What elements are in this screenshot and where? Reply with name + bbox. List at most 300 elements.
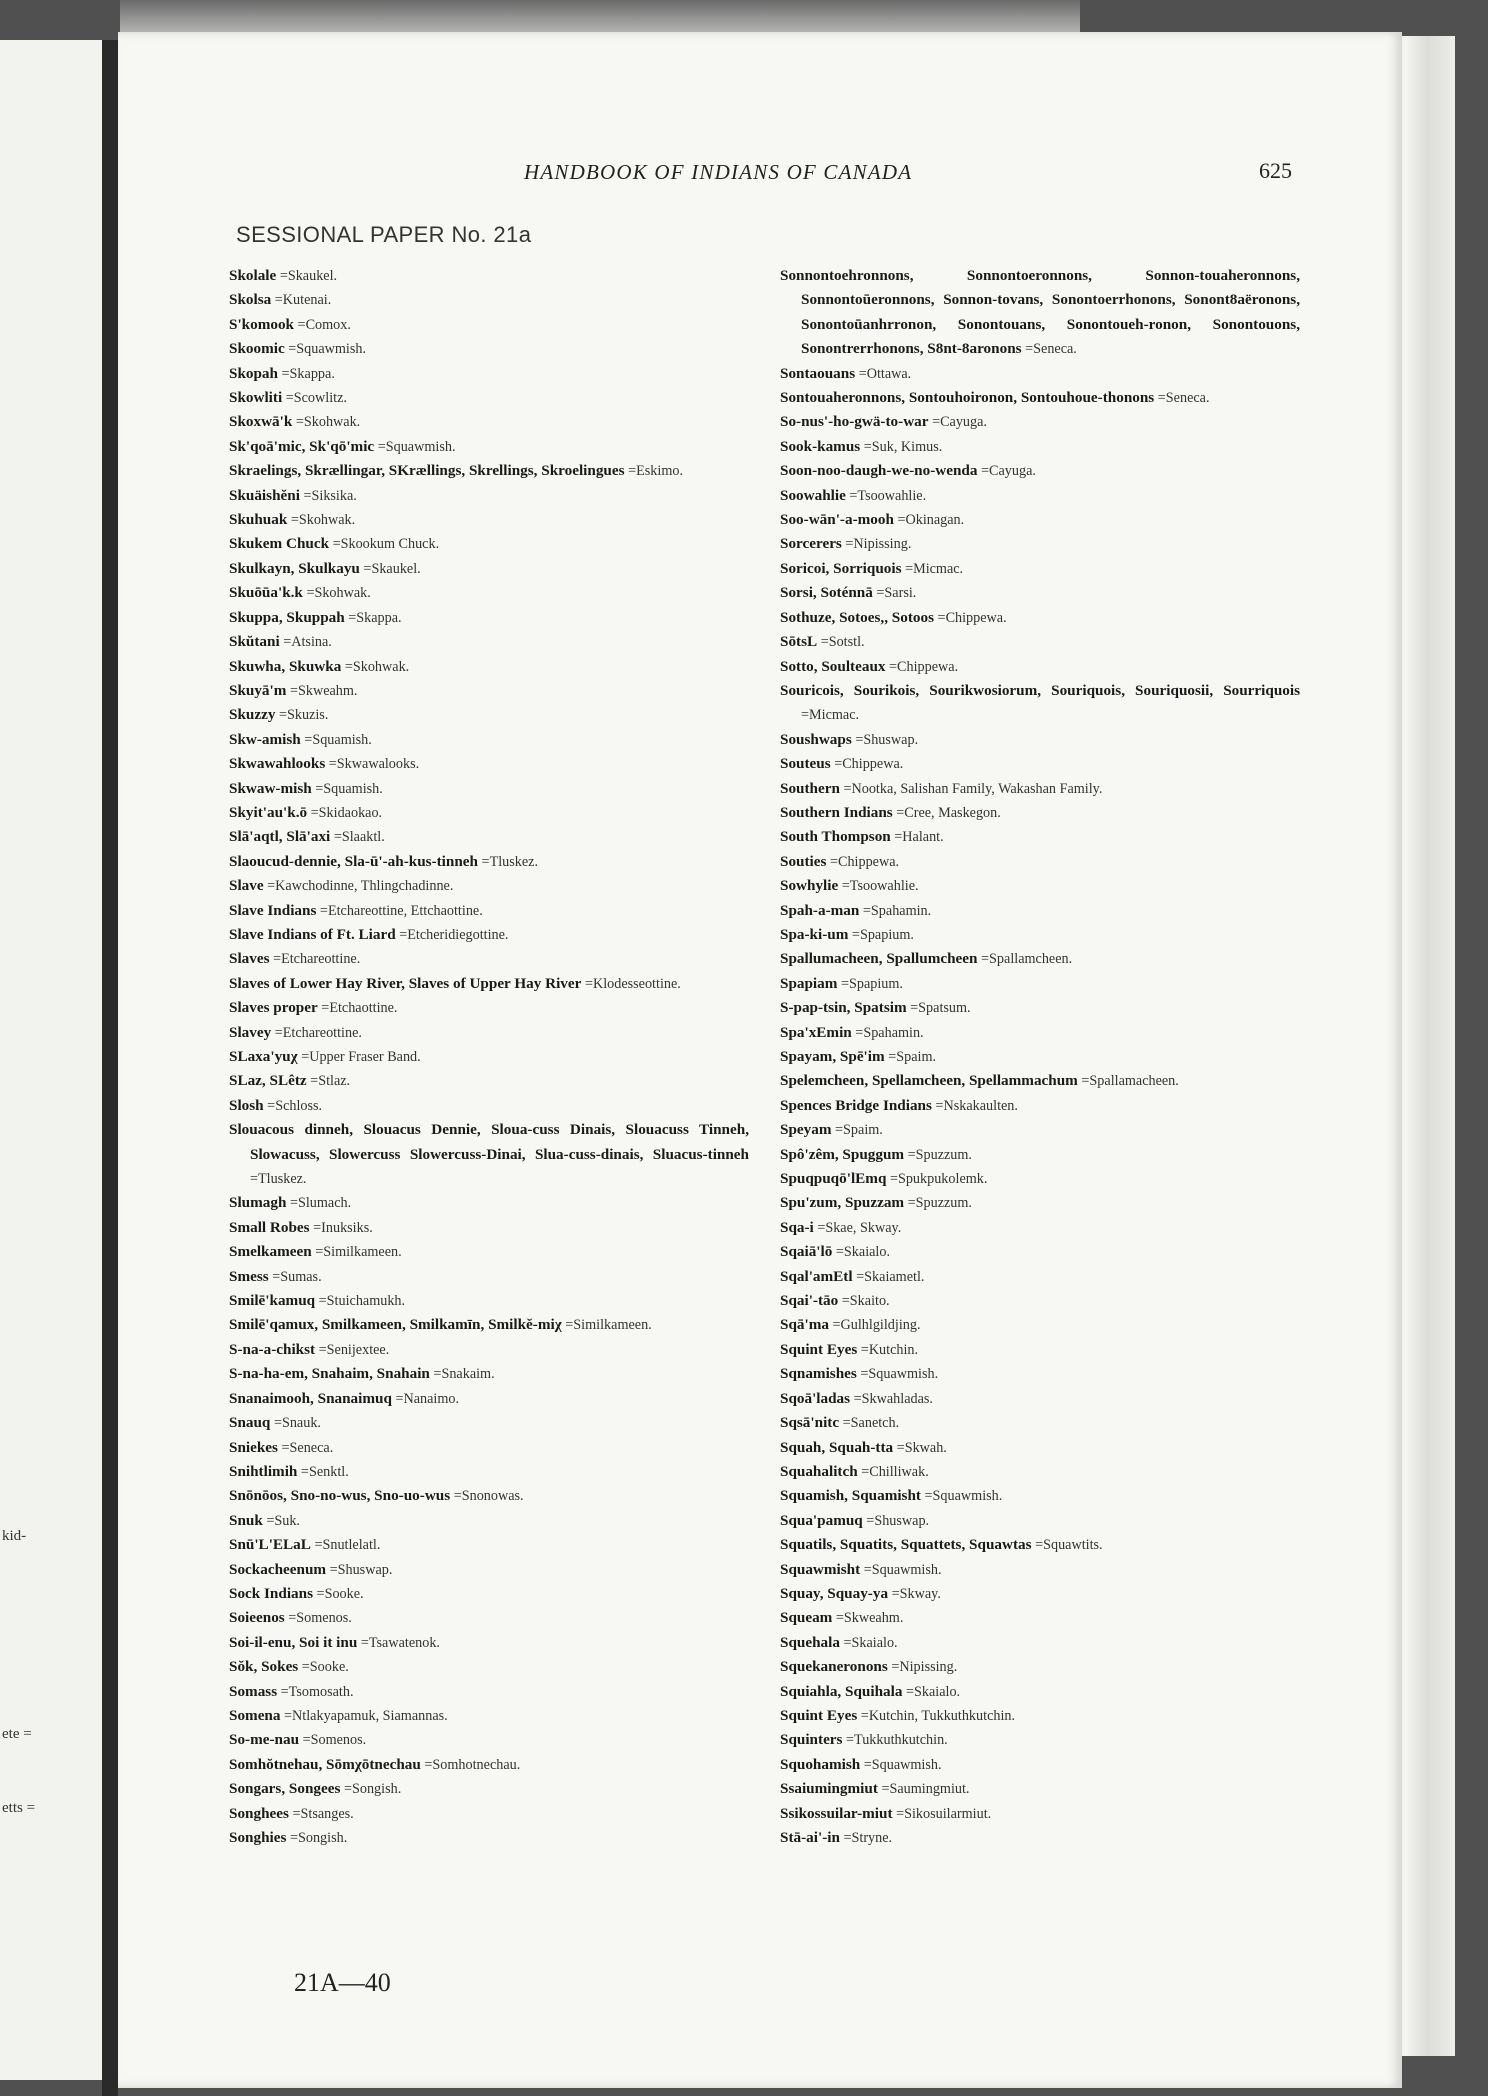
index-entry: S-na-ha-em, Snahaim, Snahain =Snakaim. <box>229 1365 495 1383</box>
index-entry: Smilē'qamux, Smilkameen, Smilkamīn, Smilkĕ-miχ =Similkameen. <box>229 1316 652 1334</box>
entry-term: Sqal'amEtl <box>780 1267 853 1285</box>
entry-reference: Micmac. <box>809 707 860 724</box>
entry-reference: Chilliwak. <box>869 1463 929 1480</box>
entry-reference: Somhotnechau. <box>432 1756 521 1773</box>
index-entry: SLaz, SLêtz =Stlaz. <box>229 1072 351 1090</box>
entry-reference: Squawmish. <box>296 341 367 358</box>
index-entry: Smilē'kamuq =Stuichamukh. <box>229 1292 406 1310</box>
entry-reference: Nskakaulten. <box>943 1097 1018 1114</box>
entry-term: Squah, Squah-tta <box>780 1438 894 1456</box>
entry-term: Squekaneronons <box>780 1658 888 1676</box>
entry-reference: Sotstl. <box>828 634 865 651</box>
index-entry: Skw-amish =Squamish. <box>229 730 372 748</box>
entry-reference: Tsomosath. <box>288 1683 354 1700</box>
entry-term: Skolsa <box>229 291 272 309</box>
entry-term: Squiahla, Squihala <box>780 1682 903 1700</box>
index-entry: Sothuze, Sotoes,, Sotoos =Chippewa. <box>780 608 1007 626</box>
index-entry: Sqal'amEtl =Skaiametl. <box>780 1267 925 1285</box>
entry-reference: Okinagan. <box>905 512 965 529</box>
entry-term: Slaves <box>229 950 270 968</box>
entry-term: Sniekes <box>229 1438 278 1456</box>
entry-reference: Eskimo. <box>636 463 684 480</box>
index-entry: Sock Indians =Sooke. <box>229 1584 364 1602</box>
index-entry: Spa-ki-um =Spapium. <box>780 925 914 943</box>
entry-term: Sqā'ma <box>780 1316 829 1334</box>
entry-reference: Suk, Kimus. <box>871 438 943 455</box>
entry-term: Sowhylie <box>780 877 839 895</box>
left-column <box>229 264 749 1850</box>
entry-term: Soricoi, Sorriquois <box>780 559 902 577</box>
entry-term: Snauq <box>229 1414 271 1432</box>
entry-reference: Squawmish. <box>871 1561 942 1578</box>
index-entry: Squay, Squay-ya =Skway. <box>780 1584 941 1602</box>
entry-term: Spa'xEmin <box>780 1023 852 1041</box>
index-entry: So-me-nau =Somenos. <box>229 1731 367 1749</box>
entry-reference: Inuksiks. <box>321 1219 373 1236</box>
entry-term: Slumagh <box>229 1194 287 1212</box>
entry-reference: Slaaktl. <box>341 829 385 846</box>
entry-term: Squint Eyes <box>780 1340 858 1358</box>
entry-term: Sontaouans <box>780 364 856 382</box>
entry-term: Squint Eyes <box>780 1706 858 1724</box>
entry-term: Skyit'au'k.ō <box>229 803 308 821</box>
entry-reference: Spapium. <box>848 975 903 992</box>
entry-reference: Skohwak. <box>303 414 361 431</box>
index-entry: Spô'zêm, Spuggum =Spuzzum. <box>780 1145 972 1163</box>
entry-reference: Kutchin, Tukkuthkutchin. <box>868 1707 1016 1724</box>
index-entry: Souteus =Chippewa. <box>780 755 904 773</box>
entry-reference: Ntlakyapamuk, Siamannas. <box>292 1707 448 1724</box>
entry-term: S-na-a-chikst <box>229 1340 316 1358</box>
entry-term: Sqai'-tāo <box>780 1292 839 1310</box>
entry-term: Slave Indians of Ft. Liard <box>229 925 396 943</box>
index-entry: Soricoi, Sorriquois =Micmac. <box>780 559 964 577</box>
entry-term: Snihtlimih <box>229 1462 298 1480</box>
entry-term: Squatils, Squatits, Squattets, Squawtas <box>780 1536 1032 1554</box>
entry-reference: Sooke. <box>324 1585 364 1602</box>
entry-term: Skolale <box>229 267 277 284</box>
index-entry: Spayam, Spē'im =Spaim. <box>780 1048 937 1065</box>
entry-term: Sk'qoā'mic, Sk'qō'mic <box>229 437 375 455</box>
index-entry: Skuhuak =Skohwak. <box>229 511 356 529</box>
entry-reference: Skwahladas. <box>861 1390 933 1407</box>
index-entry: Skyit'au'k.ō =Skidaokao. <box>229 803 383 821</box>
entry-term: Smilē'qamux, Smilkameen, Smilkamīn, Smilkĕ-miχ <box>229 1316 562 1334</box>
index-entry: Souties =Chippewa. <box>780 852 900 870</box>
entry-reference: Schloss. <box>275 1097 323 1114</box>
entry-term: Ssaiumingmiut <box>780 1780 878 1798</box>
entry-term: S-na-ha-em, Snahaim, Snahain <box>229 1365 430 1383</box>
entry-reference: Similkameen. <box>323 1244 402 1261</box>
entry-term: Sqsā'nitc <box>780 1414 840 1432</box>
entry-reference: Spatsum. <box>918 1000 971 1017</box>
entry-term: So-me-nau <box>229 1731 300 1749</box>
entry-reference: Klodesseottine. <box>592 975 681 992</box>
index-entry: Skulkayn, Skulkayu =Skaukel. <box>229 559 421 577</box>
entry-term: Smelkameen <box>229 1243 312 1261</box>
entry-term: Skuōūa'k.k <box>229 584 303 602</box>
entry-reference: Seneca. <box>1165 390 1210 407</box>
index-entry: Southern =Nootka, Salishan Family, Wakashan Family. <box>780 779 1103 797</box>
entry-term: Spelemcheen, Spellamcheen, Spellammachum <box>780 1072 1078 1090</box>
entry-reference: Skaukel. <box>371 560 421 577</box>
entry-reference: Skaito. <box>849 1293 890 1310</box>
entry-term: Somhŏtnehau, Sōmχōtnechau <box>229 1755 421 1773</box>
entry-term: Sorcerers <box>780 535 842 553</box>
entry-reference: Chippewa. <box>897 658 959 675</box>
index-entry: Southern Indians =Cree, Maskegon. <box>780 803 1001 821</box>
entry-term: Small Robes <box>229 1218 310 1236</box>
index-entry: Skoxwā'k =Skohwak. <box>229 413 361 431</box>
entry-reference: Cree, Maskegon. <box>904 804 1001 821</box>
entry-reference: Snakaim. <box>441 1366 495 1383</box>
entry-reference: Upper Fraser Band. <box>309 1049 421 1065</box>
index-entry: Souricois, Sourikois, Sourikwosiorum, Souriquois, Souriquosii, Sourriquois =Micmac. <box>780 681 1300 724</box>
index-entry: Skwawahlooks =Skwawalooks. <box>229 755 420 773</box>
entry-term: SLaz, SLêtz <box>229 1072 307 1090</box>
entry-reference: Squawtits. <box>1043 1537 1103 1554</box>
entry-term: Squeam <box>780 1609 833 1627</box>
entry-term: Skw-amish <box>229 730 301 748</box>
entry-term: Skuzzy <box>229 706 276 724</box>
index-entry: Speyam =Spaim. <box>780 1121 883 1139</box>
entry-term: Skulkayn, Skulkayu <box>229 559 360 577</box>
entry-reference: Scowlitz. <box>293 390 347 407</box>
entry-term: Sockacheenum <box>229 1560 327 1578</box>
entry-reference: Songish. <box>297 1830 348 1846</box>
entry-term: Somena <box>229 1706 281 1724</box>
index-entry: Sniekes =Seneca. <box>229 1438 334 1456</box>
index-entry: Slaves of Lower Hay River, Slaves of Upper Hay River =Klodesseottine. <box>229 974 681 992</box>
entry-reference: Atsina. <box>291 634 332 651</box>
entry-term: Smess <box>229 1267 269 1285</box>
index-entry: Smelkameen =Similkameen. <box>229 1243 402 1261</box>
entry-reference: Nootka, Salishan Family, Wakashan Family. <box>851 780 1103 797</box>
index-entry: Skopah =Skappa. <box>229 364 335 382</box>
index-entry: Squinters =Tukkuthkutchin. <box>780 1731 948 1749</box>
entry-reference: Senktl. <box>308 1463 349 1480</box>
entry-term: Southern Indians <box>780 803 893 821</box>
index-entry: Skuwha, Skuwka =Skohwak. <box>229 657 410 675</box>
index-entry: Somass =Tsomosath. <box>229 1682 354 1700</box>
entry-reference: Spaim. <box>843 1122 883 1139</box>
entry-term: South Thompson <box>780 828 891 846</box>
index-entry: Spa'xEmin =Spahamin. <box>780 1023 924 1041</box>
left-page-fragment: kid- <box>2 1528 27 1544</box>
index-entry: Snauq =Snauk. <box>229 1414 321 1432</box>
index-entry: Skukem Chuck =Skookum Chuck. <box>229 535 440 553</box>
entry-reference: Suk. <box>274 1512 300 1529</box>
entry-reference: Skuzis. <box>286 707 329 724</box>
index-entry: Sk'qoā'mic, Sk'qō'mic =Squawmish. <box>229 437 456 455</box>
index-entry: So-nus'-ho-gwä-to-war =Cayuga. <box>780 413 987 431</box>
index-entry: Skuppa, Skuppah =Skappa. <box>229 608 402 626</box>
entry-reference: Skidaokao. <box>318 804 383 821</box>
index-entry: Skowliti =Scowlitz. <box>229 389 347 407</box>
index-entry: Sowhylie =Tsoowahlie. <box>780 877 919 895</box>
left-page-edge <box>0 40 102 2080</box>
index-entry: Sook-kamus =Suk, Kimus. <box>780 437 943 455</box>
entry-reference: Similkameen. <box>573 1317 652 1334</box>
index-entry: Small Robes =Inuksiks. <box>229 1218 373 1236</box>
entry-term: Sorsi, Soténnā <box>780 584 873 602</box>
entry-reference: Shuswap. <box>863 731 919 748</box>
entry-reference: Tsoowahlie. <box>857 487 927 504</box>
entry-term: Squehala <box>780 1633 840 1651</box>
index-entry: Sockacheenum =Shuswap. <box>229 1560 393 1578</box>
entry-term: Souteus <box>780 755 831 773</box>
entry-reference: Sarsi. <box>884 585 917 602</box>
entry-term: Souties <box>780 852 827 870</box>
entry-reference: Micmac. <box>913 560 964 577</box>
entry-term: Slaves of Lower Hay River, Slaves of Upper Hay River <box>229 974 582 992</box>
index-entry: Slumagh =Slumach. <box>229 1194 352 1212</box>
index-entry: Songhees =Stsanges. <box>229 1804 354 1822</box>
index-entry: Squawmisht =Squawmish. <box>780 1560 942 1578</box>
entry-term: Slouacous dinneh, Slouacus Dennie, Sloua-cuss Dinais, Slouacuss Tinneh, Slowacuss, Slowercuss Slowercuss-Dinai, Slua-cuss-dinais, Sluacus-tinneh <box>229 1121 749 1163</box>
entry-reference: Skaialo. <box>843 1244 891 1261</box>
entry-reference: Nipissing. <box>899 1659 958 1676</box>
index-entry: Sqaiā'lō =Skaialo. <box>780 1243 891 1261</box>
entry-term: Skŭtani <box>229 633 280 651</box>
entry-term: Soushwaps <box>780 730 852 748</box>
entry-reference: Nanaimo. <box>403 1390 460 1407</box>
entry-term: Sqa-i <box>780 1218 814 1236</box>
entry-reference: Tukkuthkutchin. <box>854 1732 948 1749</box>
entry-term: Slaves proper <box>229 999 318 1017</box>
entry-reference: Somenos. <box>310 1732 367 1749</box>
entry-reference: Senijextee. <box>326 1341 390 1358</box>
index-entry: Squahalitch =Chilliwak. <box>780 1462 929 1480</box>
entry-reference: Chippewa. <box>842 756 904 773</box>
left-page-fragment: ete = <box>2 1726 32 1742</box>
entry-term: Spuqpuqō'lEmq <box>780 1170 887 1188</box>
entry-term: Skowliti <box>229 389 283 407</box>
entry-reference: Nipissing. <box>853 536 912 553</box>
entry-reference: Etchareottine, Ettchaottine. <box>327 902 483 919</box>
entry-term: Slā'aqtl, Slā'axi <box>229 828 331 846</box>
entry-reference: Chippewa. <box>837 853 900 870</box>
entry-reference: Etchareottine. <box>282 1024 362 1041</box>
entry-term: Somass <box>229 1682 278 1700</box>
entry-reference: Spaim. <box>896 1049 937 1065</box>
index-entry: Ssikossuilar-miut =Sikosuilarmiut. <box>780 1804 992 1822</box>
index-entry: Songars, Songees =Songish. <box>229 1780 402 1798</box>
entry-reference: Seneca. <box>1033 341 1077 358</box>
index-entry: Spallumacheen, Spallumcheen =Spallamcheen. <box>780 950 1073 968</box>
entry-reference: Skwawalooks. <box>336 756 420 773</box>
index-entry: Sorsi, Soténnā =Sarsi. <box>780 584 917 602</box>
sessional-paper-label: SESSIONAL PAPER No. 21a <box>236 222 532 247</box>
index-entry: Stā-ai'-in =Stryne. <box>780 1829 893 1846</box>
entry-reference: Kutchin. <box>868 1341 919 1358</box>
entry-term: Sock Indians <box>229 1584 313 1602</box>
entry-reference: Squamish. <box>323 780 383 797</box>
index-entry: Snanaimooh, Snanaimuq =Nanaimo. <box>229 1389 460 1407</box>
index-entry: Soi-il-enu, Soi it inu =Tsawatenok. <box>229 1633 440 1651</box>
entry-reference: Etchareottine. <box>281 951 361 968</box>
index-entry: Slave Indians of Ft. Liard =Etcheridiegottine. <box>229 925 509 943</box>
entry-term: Spu'zum, Spuzzam <box>780 1194 905 1212</box>
index-entry: Squint Eyes =Kutchin, Tukkuthkutchin. <box>780 1706 1016 1724</box>
page-number: 625 <box>1259 158 1292 183</box>
entry-term: Spah-a-man <box>780 901 860 919</box>
entry-term: Skuwha, Skuwka <box>229 657 342 675</box>
entry-reference: Spuzzum. <box>915 1195 972 1212</box>
index-entry: Squint Eyes =Kutchin. <box>780 1340 919 1358</box>
index-entry: Skuōūa'k.k =Skohwak. <box>229 584 371 602</box>
index-entry: Squekaneronons =Nipissing. <box>780 1658 958 1676</box>
entry-reference: Songish. <box>351 1781 402 1798</box>
entry-term: Skopah <box>229 364 278 382</box>
index-entry: Snuk =Suk. <box>229 1511 300 1529</box>
index-entry: Slavey =Etchareottine. <box>229 1023 362 1041</box>
index-entry: Snū'L'ELaL =Snutlelatl. <box>229 1536 381 1554</box>
entry-term: Spa-ki-um <box>780 925 849 943</box>
entry-reference: Etchaottine. <box>329 1000 398 1017</box>
entry-term: Skuäishĕni <box>229 486 300 504</box>
entry-reference: Tsawatenok. <box>368 1634 440 1651</box>
entry-term: Sothuze, Sotoes,, Sotoos <box>780 608 934 626</box>
entry-term: Soieenos <box>229 1609 285 1627</box>
left-page-fragment: etts = <box>2 1800 36 1816</box>
index-entry: Squeam =Skweahm. <box>780 1609 904 1627</box>
entry-reference: Skaiametl. <box>864 1268 925 1285</box>
entry-term: Ssikossuilar-miut <box>780 1804 893 1822</box>
entry-reference: Tluskez. <box>489 853 539 870</box>
entry-term: Southern <box>780 779 840 797</box>
entry-reference: Saumingmiut. <box>889 1781 970 1798</box>
index-entry: Squamish, Squamisht =Squawmish. <box>780 1487 1003 1505</box>
entry-term: Spô'zêm, Spuggum <box>780 1145 905 1163</box>
entry-reference: Slumach. <box>297 1195 352 1212</box>
index-entry: Sonnontoehronnons, Sonnontoeronnons, Sonnon-touaheronnons, Sonnontoūeronnons, Sonnon-tovans, Sonontoerrhonons, Sonont8aëronons, Sonontoūanhrronon, Sonontouans, Sonontoueh-ronon, Sonontouons, Sonontrerrhonons, S8nt-8aronons =Seneca. <box>780 267 1300 358</box>
entry-term: Snuk <box>229 1511 263 1529</box>
index-entry: Sqai'-tāo =Skaito. <box>780 1292 890 1310</box>
index-entry: Soieenos =Somenos. <box>229 1609 352 1627</box>
entry-reference: Ottawa. <box>866 365 912 382</box>
entry-term: Spallumacheen, Spallumcheen <box>780 950 978 968</box>
entry-term: Songhees <box>229 1804 289 1822</box>
entry-term: Skoxwā'k <box>229 413 293 431</box>
entry-reference: Squawmish. <box>932 1488 1003 1505</box>
entry-term: Soowahlie <box>780 486 846 504</box>
entry-reference: Spallamcheen. <box>989 951 1073 968</box>
entry-reference: Spahamin. <box>863 1024 924 1041</box>
entry-reference: Shuswap. <box>337 1561 393 1578</box>
entry-reference: Skae, Skway. <box>825 1219 902 1236</box>
entry-reference: Stuichamukh. <box>326 1293 406 1310</box>
index-entry: Squiahla, Squihala =Skaialo. <box>780 1682 961 1700</box>
index-entry: Skolale =Skaukel. <box>229 267 338 284</box>
entry-reference: Siksika. <box>311 487 357 504</box>
index-entry: Smess =Sumas. <box>229 1267 322 1285</box>
entry-reference: Spahamin. <box>870 902 932 919</box>
entry-reference: Spallamacheen. <box>1089 1073 1179 1090</box>
index-entry: S-na-a-chikst =Senijextee. <box>229 1340 390 1358</box>
index-entry: Somena =Ntlakyapamuk, Siamannas. <box>229 1706 448 1724</box>
index-entry: Somhŏtnehau, Sōmχōtnechau =Somhotnechau. <box>229 1755 521 1773</box>
index-entry: Sorcerers =Nipissing. <box>780 535 912 553</box>
index-entry: Squatils, Squatits, Squattets, Squawtas =Squawtits. <box>780 1536 1103 1554</box>
index-entry: Soushwaps =Shuswap. <box>780 730 919 748</box>
entry-term: Snanaimooh, Snanaimuq <box>229 1389 392 1407</box>
index-entry: Soowahlie =Tsoowahlie. <box>780 486 927 504</box>
entry-term: S'komook <box>229 315 294 333</box>
entry-term: Sontouaheronnons, Sontouhoironon, Sontouhoue-thonons <box>780 389 1155 407</box>
entry-term: Soon-noo-daugh-we-no-wenda <box>780 462 978 480</box>
entry-term: Skuhuak <box>229 511 288 529</box>
entry-term: Skwawahlooks <box>229 755 326 773</box>
entry-term: Snōnōos, Sno-no-wus, Sno-uo-wus <box>229 1487 451 1505</box>
index-entry: Skuzzy =Skuzis. <box>229 706 329 724</box>
index-entry: Skoomic =Squawmish. <box>229 340 367 358</box>
index-entry: Soon-noo-daugh-we-no-wenda =Cayuga. <box>780 462 1036 480</box>
entry-reference: Seneca. <box>289 1439 334 1456</box>
entry-term: Skukem Chuck <box>229 535 330 553</box>
index-entry: Slosh =Schloss. <box>229 1096 323 1114</box>
entry-reference: Skaukel. <box>287 268 338 284</box>
entry-term: Sonnontoehronnons, Sonnontoeronnons, Sonnon-touaheronnons, Sonnontoūeronnons, Sonnon-tovans, Sonontoerrhonons, Sonont8aëronons, Sonontoūanhrronon, Sonontouans, Sonontoueh-ronon, Sonontouons, Sonontrerrhonons, S8nt-8aronons <box>780 267 1300 358</box>
entry-term: Skuppa, Skuppah <box>229 608 345 626</box>
entry-reference: Spapium. <box>859 926 914 943</box>
entry-term: Sqnamishes <box>780 1365 857 1383</box>
entry-term: So-nus'-ho-gwä-to-war <box>780 413 929 431</box>
entry-term: Soo-wān'-a-mooh <box>780 511 894 529</box>
entry-term: Squamish, Squamisht <box>780 1487 921 1505</box>
entry-term: SLaxa'yuχ <box>229 1048 298 1065</box>
index-entry: Sontaouans =Ottawa. <box>780 364 912 382</box>
index-entry: Songhies =Songish. <box>229 1829 348 1846</box>
entry-reference: Tsoowahlie. <box>849 878 919 895</box>
entry-term: Sqaiā'lō <box>780 1243 833 1261</box>
page-footer: 21A—40 <box>294 1968 391 1997</box>
entry-reference: Skookum Chuck. <box>340 536 440 553</box>
index-entry: Spences Bridge Indians =Nskakaulten. <box>780 1096 1018 1114</box>
index-entry: SōtsL =Sotstl. <box>780 633 865 651</box>
index-entry: Sontouaheronnons, Sontouhoironon, Sontouhoue-thonons =Seneca. <box>780 389 1210 407</box>
index-entry: Squohamish =Squawmish. <box>780 1755 942 1773</box>
entry-reference: Snonowas. <box>461 1488 524 1505</box>
entry-reference: Squamish. <box>312 731 372 748</box>
index-entry: Sqsā'nitc =Sanetch. <box>780 1414 900 1432</box>
entry-reference: Sooke. <box>309 1659 349 1676</box>
running-header: HANDBOOK OF INDIANS OF CANADA <box>524 160 913 184</box>
index-entry: Squa'pamuq =Shuswap. <box>780 1511 930 1529</box>
entry-reference: Cayuga. <box>989 463 1036 480</box>
index-entry: Slaoucud-dennie, Sla-ū'-ah-kus-tinneh =Tluskez. <box>229 852 539 870</box>
entry-term: Songhies <box>229 1829 287 1846</box>
index-entry: S-pap-tsin, Spatsim =Spatsum. <box>780 999 971 1017</box>
index-entry: Skŭtani =Atsina. <box>229 633 332 651</box>
entry-term: Speyam <box>780 1121 832 1139</box>
entry-term: Skwaw-mish <box>229 779 312 797</box>
index-entry: Soo-wān'-a-mooh =Okinagan. <box>780 511 965 529</box>
entry-reference: Tluskez. <box>258 1171 307 1188</box>
index-entry: Spuqpuqō'lEmq =Spukpukolemk. <box>780 1170 988 1188</box>
index-entry: Skuäishĕni =Siksika. <box>229 486 357 504</box>
entry-reference: Squawmish. <box>868 1366 939 1383</box>
entry-term: Squinters <box>780 1731 843 1749</box>
entry-term: Songars, Songees <box>229 1780 341 1798</box>
scan-top-strip <box>120 0 1080 36</box>
entry-term: Squohamish <box>780 1755 861 1773</box>
entry-term: Slaoucud-dennie, Sla-ū'-ah-kus-tinneh <box>229 852 478 870</box>
entry-reference: Skweahm. <box>843 1610 904 1627</box>
index-entry: Slā'aqtl, Slā'axi =Slaaktl. <box>229 828 385 846</box>
entry-term: Slave Indians <box>229 901 317 919</box>
index-entry: South Thompson =Halant. <box>780 828 944 846</box>
